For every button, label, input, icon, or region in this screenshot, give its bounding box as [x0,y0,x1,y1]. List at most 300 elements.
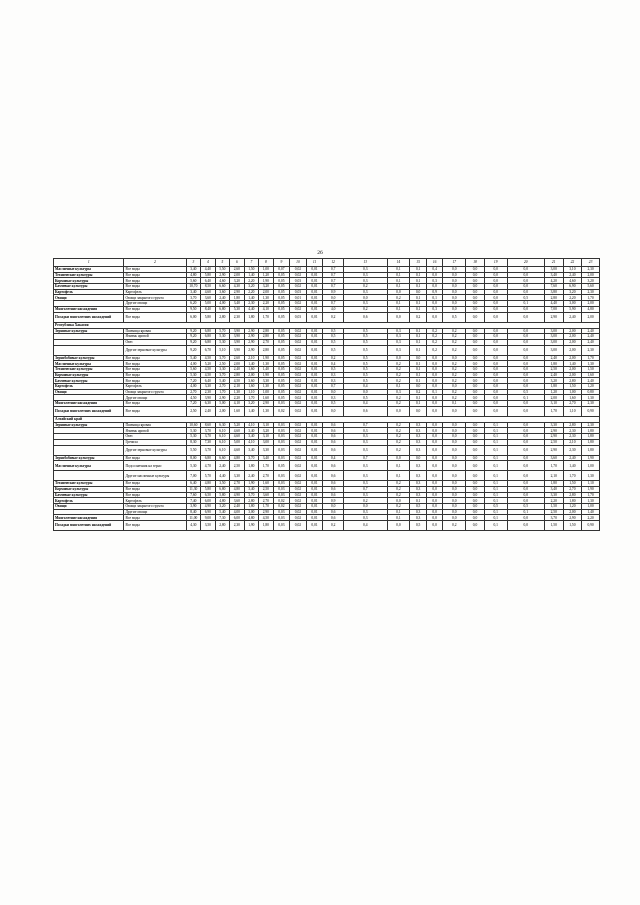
kind-cell: Ячмень яровой [124,334,186,340]
value-cell: 0,0 [507,372,544,378]
value-cell: 0,01 [290,295,307,301]
value-cell: 2,30 [563,434,582,440]
value-cell: 0,0 [507,471,544,481]
value-cell: 3,30 [544,492,563,498]
kind-cell: Все виды [124,515,186,521]
value-cell: 0,6 [323,445,344,455]
column-header: 9 [273,259,290,267]
value-cell: 2,90 [215,395,230,401]
value-cell: 0,0 [507,306,544,312]
value-cell: 3,00 [259,439,274,445]
value-cell: 0,01 [306,515,323,521]
value-cell: 2,00 [259,289,274,295]
value-cell: 3,00 [563,301,582,307]
value-cell: 2,40 [201,406,216,416]
region-name: Алтайский край [54,416,600,422]
value-cell: 3,40 [230,301,245,307]
crop-cell: Посадки многолетних насаждений [54,521,124,531]
value-cell: 0,2 [387,295,410,301]
value-cell: 0,02 [290,339,307,345]
value-cell: 0,5 [323,366,344,372]
value-cell: 0,02 [273,498,290,504]
value-cell: 2,00 [563,372,582,378]
value-cell: 3,00 [544,267,563,273]
value-cell: 1,80 [230,295,245,301]
crop-cell: Технические культуры [54,366,124,372]
value-cell: 3,70 [244,455,259,461]
value-cell: 5,30 [215,334,230,340]
value-cell: 3,50 [201,521,216,531]
column-header: 18 [466,259,485,267]
value-cell: 2,70 [186,389,201,395]
kind-cell: Пшеница яровая [124,328,186,334]
value-cell: 4,50 [230,378,245,384]
value-cell: 0,3 [410,471,427,481]
value-cell: 0,0 [466,445,485,455]
value-cell: 6,60 [215,284,230,290]
crop-cell: Бахчевые культуры [54,378,124,384]
value-cell: 3,00 [544,328,563,334]
value-cell: 3,10 [544,401,563,407]
value-cell: 3,20 [582,278,600,284]
kind-cell: Все виды [124,406,186,416]
value-cell: 0,03 [273,455,290,461]
value-cell: 0,05 [273,355,290,361]
value-cell: 0,02 [290,434,307,440]
value-cell: 0,6 [323,461,344,471]
value-cell: 0,2 [387,366,410,372]
value-cell: 5,30 [186,434,201,440]
value-cell: 0,5 [344,345,388,355]
value-cell: 0,01 [306,355,323,361]
value-cell: 0,2 [410,312,427,322]
value-cell: 5,00 [230,439,245,445]
value-cell: 6,80 [215,306,230,312]
value-cell: 5,40 [215,378,230,384]
value-cell: 0,1 [484,486,507,492]
value-cell: 4,00 [186,384,201,390]
value-cell: 2,40 [230,503,245,509]
value-cell: 2,00 [563,509,582,515]
value-cell: 0,0 [507,312,544,322]
value-cell: 5,70 [201,471,216,481]
value-cell: 0,6 [323,486,344,492]
value-cell: 0,0 [426,378,443,384]
value-cell: 0,2 [387,503,410,509]
column-header: 13 [344,259,388,267]
kind-cell: Все виды [124,366,186,372]
value-cell: 2,80 [259,328,274,334]
value-cell: 0,2 [443,372,466,378]
value-cell: 0,01 [306,378,323,384]
value-cell: 4,10 [244,439,259,445]
value-cell: 0,02 [273,406,290,416]
value-cell: 0,5 [484,503,507,509]
crop-cell: Зерновые культуры [54,328,124,334]
value-cell: 0,0 [466,422,485,428]
value-cell: 0,3 [426,306,443,312]
value-cell: 4,60 [230,434,245,440]
value-cell: 0,0 [466,486,485,492]
value-cell: 0,3 [387,389,410,395]
crop-cell: Масличные культуры [54,267,124,273]
value-cell: 2,00 [563,355,582,361]
value-cell: 3,20 [244,284,259,290]
value-cell: 1,80 [244,503,259,509]
value-cell: 0,02 [290,267,307,273]
value-cell: 0,0 [443,278,466,284]
value-cell: 0,2 [323,355,344,361]
value-cell: 0,1 [387,278,410,284]
kind-cell: Все виды [124,284,186,290]
value-cell: 0,0 [484,389,507,395]
kind-cell: Все виды [124,492,186,498]
value-cell: 0,0 [426,372,443,378]
value-cell: 0,0 [443,289,466,295]
value-cell: 0,0 [507,486,544,492]
value-cell: 0,0 [466,401,485,407]
value-cell: 0,2 [426,334,443,340]
column-header: 17 [443,259,466,267]
value-cell: 0,6 [323,481,344,487]
value-cell: 3,40 [244,428,259,434]
value-cell: 0,0 [426,406,443,416]
value-cell: 0,0 [426,503,443,509]
value-cell: 0,0 [426,486,443,492]
value-cell: 3,70 [201,428,216,434]
value-cell: 6,40 [201,378,216,384]
value-cell: 0,0 [507,278,544,284]
value-cell: 0,02 [290,486,307,492]
value-cell: 0,0 [484,284,507,290]
value-cell: 3,70 [201,434,216,440]
value-cell: 0,0 [484,306,507,312]
value-cell: 0,1 [484,492,507,498]
value-cell: 5,50 [215,267,230,273]
value-cell: 0,5 [410,503,427,509]
value-cell: 3,90 [230,339,245,345]
value-cell: 4,80 [244,515,259,521]
value-cell: 3,20 [259,284,274,290]
value-cell: 0,1 [484,481,507,487]
value-cell: 2,20 [563,295,582,301]
value-cell: 0,02 [290,384,307,390]
value-cell: 0,0 [466,509,485,515]
value-cell: 0,0 [507,515,544,521]
value-cell: 0,3 [344,471,388,481]
value-cell: 0,0 [426,384,443,390]
value-cell: 1,20 [259,272,274,278]
crop-cell: Овощи [54,389,124,395]
crop-cell: Кормовые культуры [54,372,124,378]
value-cell: 6,10 [215,439,230,445]
value-cell: 2,30 [582,289,600,295]
table-row [54,312,600,322]
value-cell: 0,1 [410,278,427,284]
value-cell: 0,0 [426,284,443,290]
value-cell: 0,01 [306,395,323,401]
crop-cell [54,445,124,455]
value-cell: 5,70 [215,328,230,334]
value-cell: 0,3 [410,422,427,428]
value-cell: 0,1 [484,439,507,445]
value-cell: 0,01 [306,492,323,498]
kind-cell: Другие овощи [124,509,186,515]
value-cell: 3,30 [230,471,245,481]
value-cell: 0,1 [387,284,410,290]
value-cell: 2,80 [230,372,245,378]
value-cell: 0,1 [484,509,507,515]
value-cell: 0,05 [273,301,290,307]
value-cell: 4,0 [323,306,344,312]
value-cell: 4,50 [259,515,274,521]
column-header: 5 [215,259,230,267]
value-cell: 4,40 [544,301,563,307]
value-cell: 0,5 [323,328,344,334]
value-cell: 1,60 [259,395,274,401]
value-cell: 0,05 [273,312,290,322]
crop-cell: Масличные культуры [54,461,124,471]
value-cell: 0,6 [323,471,344,481]
value-cell: 6,50 [201,492,216,498]
value-cell: 1,00 [259,389,274,395]
value-cell: 0,0 [344,503,388,509]
value-cell: 0,03 [290,312,307,322]
kind-cell: Другие зерновые культуры [124,445,186,455]
value-cell: 6,00 [230,515,245,521]
value-cell: 3,40 [186,267,201,273]
value-cell: 0,3 [410,492,427,498]
value-cell: 0,0 [443,422,466,428]
value-cell: 0,0 [507,384,544,390]
value-cell: 0,05 [273,278,290,284]
value-cell: 2,00 [230,272,245,278]
value-cell: 1,70 [259,461,274,471]
value-cell: 0,0 [507,272,544,278]
value-cell: 1,70 [215,389,230,395]
value-cell: 0,0 [507,334,544,340]
value-cell: 1,30 [259,384,274,390]
value-cell: 0,03 [273,509,290,515]
kind-cell: Ячмень яровой [124,428,186,434]
value-cell: 0,0 [507,481,544,487]
value-cell: 0,0 [466,428,485,434]
value-cell: 6,90 [563,284,582,290]
crop-cell [54,345,124,355]
column-header: 21 [544,259,563,267]
value-cell: 0,0 [344,295,388,301]
value-cell: 0,0 [323,295,344,301]
value-cell: 0,03 [273,445,290,455]
value-cell: 0,1 [410,301,427,307]
column-header: 22 [563,259,582,267]
value-cell: 2,00 [230,361,245,367]
value-cell: 0,0 [387,355,410,361]
value-cell: 0,0 [507,284,544,290]
value-cell: 0,03 [273,401,290,407]
value-cell: 2,50 [230,461,245,471]
value-cell: 0,0 [443,301,466,307]
value-cell: 0,02 [290,372,307,378]
table-container [53,258,600,531]
value-cell: 0,01 [306,401,323,407]
value-cell: 0,0 [466,521,485,531]
value-cell: 1,70 [582,295,600,301]
value-cell: 0,01 [306,455,323,461]
value-cell: 2,00 [563,366,582,372]
value-cell: 9,20 [186,339,201,345]
value-cell: 7,20 [186,401,201,407]
value-cell: 0,4 [344,401,388,407]
value-cell: 2,80 [544,295,563,301]
value-cell: 0,02 [290,334,307,340]
value-cell: 0,1 [484,455,507,461]
value-cell: 0,1 [410,295,427,301]
value-cell: 2,40 [244,471,259,481]
value-cell: 5,30 [230,306,245,312]
value-cell: 0,5 [507,295,544,301]
value-cell: 3,30 [544,422,563,428]
value-cell: 0,90 [582,521,600,531]
value-cell: 0,2 [426,328,443,334]
value-cell: 0,1 [410,267,427,273]
value-cell: 1,40 [244,361,259,367]
value-cell: 2,50 [544,509,563,515]
value-cell: 0,02 [290,389,307,395]
value-cell: 0,7 [323,301,344,307]
value-cell: 3,40 [186,289,201,295]
value-cell: 0,01 [306,372,323,378]
value-cell: 0,05 [273,272,290,278]
value-cell: 1,30 [259,295,274,301]
value-cell: 0,2 [443,345,466,355]
value-cell: 3,60 [259,492,274,498]
value-cell: 0,0 [323,389,344,395]
value-cell: 1,00 [563,389,582,395]
value-cell: 0,90 [582,406,600,416]
value-cell: 0,02 [290,455,307,461]
value-cell: 1,70 [582,492,600,498]
value-cell: 0,0 [443,428,466,434]
table-header-row [54,259,600,267]
crop-cell: Кормовые культуры [54,486,124,492]
value-cell: 0,80 [582,389,600,395]
value-cell: 0,05 [273,284,290,290]
value-cell: 0,1 [410,366,427,372]
value-cell: 0,1 [410,498,427,504]
value-cell: 0,0 [466,284,485,290]
column-header: 2 [124,259,186,267]
value-cell: 2,00 [215,406,230,416]
value-cell: 1,80 [244,312,259,322]
value-cell: 4,80 [186,272,201,278]
value-cell: 0,03 [273,471,290,481]
value-cell: 4,00 [215,301,230,307]
value-cell: 5,80 [215,492,230,498]
value-cell: 0,0 [466,272,485,278]
value-cell: 0,0 [507,492,544,498]
value-cell: 0,0 [426,515,443,521]
value-cell: 0,02 [273,503,290,509]
kind-cell: Все виды [124,486,186,492]
value-cell: 0,01 [306,328,323,334]
column-header: 6 [230,259,245,267]
value-cell: 0,02 [290,521,307,531]
value-cell: 0,0 [443,486,466,492]
value-cell: 0,1 [387,306,410,312]
value-cell: 0,9 [426,289,443,295]
value-cell: 0,0 [507,267,544,273]
value-cell: 2,40 [215,461,230,471]
value-cell: 0,5 [344,366,388,372]
value-cell: 0,1 [484,434,507,440]
value-cell: 2,00 [563,345,582,355]
value-cell: 0,4 [426,267,443,273]
value-cell: 0,0 [466,328,485,334]
value-cell: 0,02 [290,395,307,401]
value-cell: 0,3 [344,267,388,273]
value-cell: 3,90 [201,395,216,401]
value-cell: 0,0 [484,272,507,278]
value-cell: 2,40 [230,366,245,372]
value-cell: 0,0 [466,312,485,322]
value-cell: 0,03 [273,521,290,531]
kind-cell: Картофель [124,289,186,295]
column-header: 3 [186,259,201,267]
value-cell: 0,0 [443,284,466,290]
value-cell: 2,30 [582,422,600,428]
value-cell: 0,0 [387,498,410,504]
value-cell: 0,2 [443,521,466,531]
value-cell: 0,6 [323,492,344,498]
value-cell: 3,60 [544,455,563,461]
value-cell: 0,3 [410,434,427,440]
value-cell: 1,60 [230,406,245,416]
value-cell: 0,0 [507,378,544,384]
value-cell: 1,70 [563,471,582,481]
value-cell: 0,0 [410,355,427,361]
value-cell: 0,3 [344,278,388,284]
value-cell: 0,0 [466,384,485,390]
value-cell: 3,70 [215,355,230,361]
value-cell: 3,30 [259,378,274,384]
column-header: 20 [507,259,544,267]
value-cell: 0,01 [306,486,323,492]
value-cell: 3,90 [230,345,245,355]
value-cell: 8,50 [201,284,216,290]
value-cell: 2,10 [230,384,245,390]
value-cell: 6,90 [201,509,216,515]
value-cell: 0,05 [273,378,290,384]
value-cell: 0,0 [484,372,507,378]
value-cell: 3,40 [244,434,259,440]
crop-cell: Многолетние насаждения [54,401,124,407]
value-cell: 0,0 [466,278,485,284]
value-cell: 7,00 [544,306,563,312]
value-cell: 0,01 [306,434,323,440]
crop-cell: Многолетние насаждения [54,515,124,521]
value-cell: 0,0 [507,439,544,445]
value-cell: 0,01 [306,345,323,355]
value-cell: 0,02 [290,355,307,361]
value-cell: 2,30 [201,389,216,395]
value-cell: 2,70 [563,486,582,492]
value-cell: 0,5 [344,372,388,378]
value-cell: 0,0 [426,312,443,322]
value-cell: 0,01 [306,384,323,390]
value-cell: 0,0 [426,401,443,407]
crop-cell: Зернобобовые культуры [54,355,124,361]
